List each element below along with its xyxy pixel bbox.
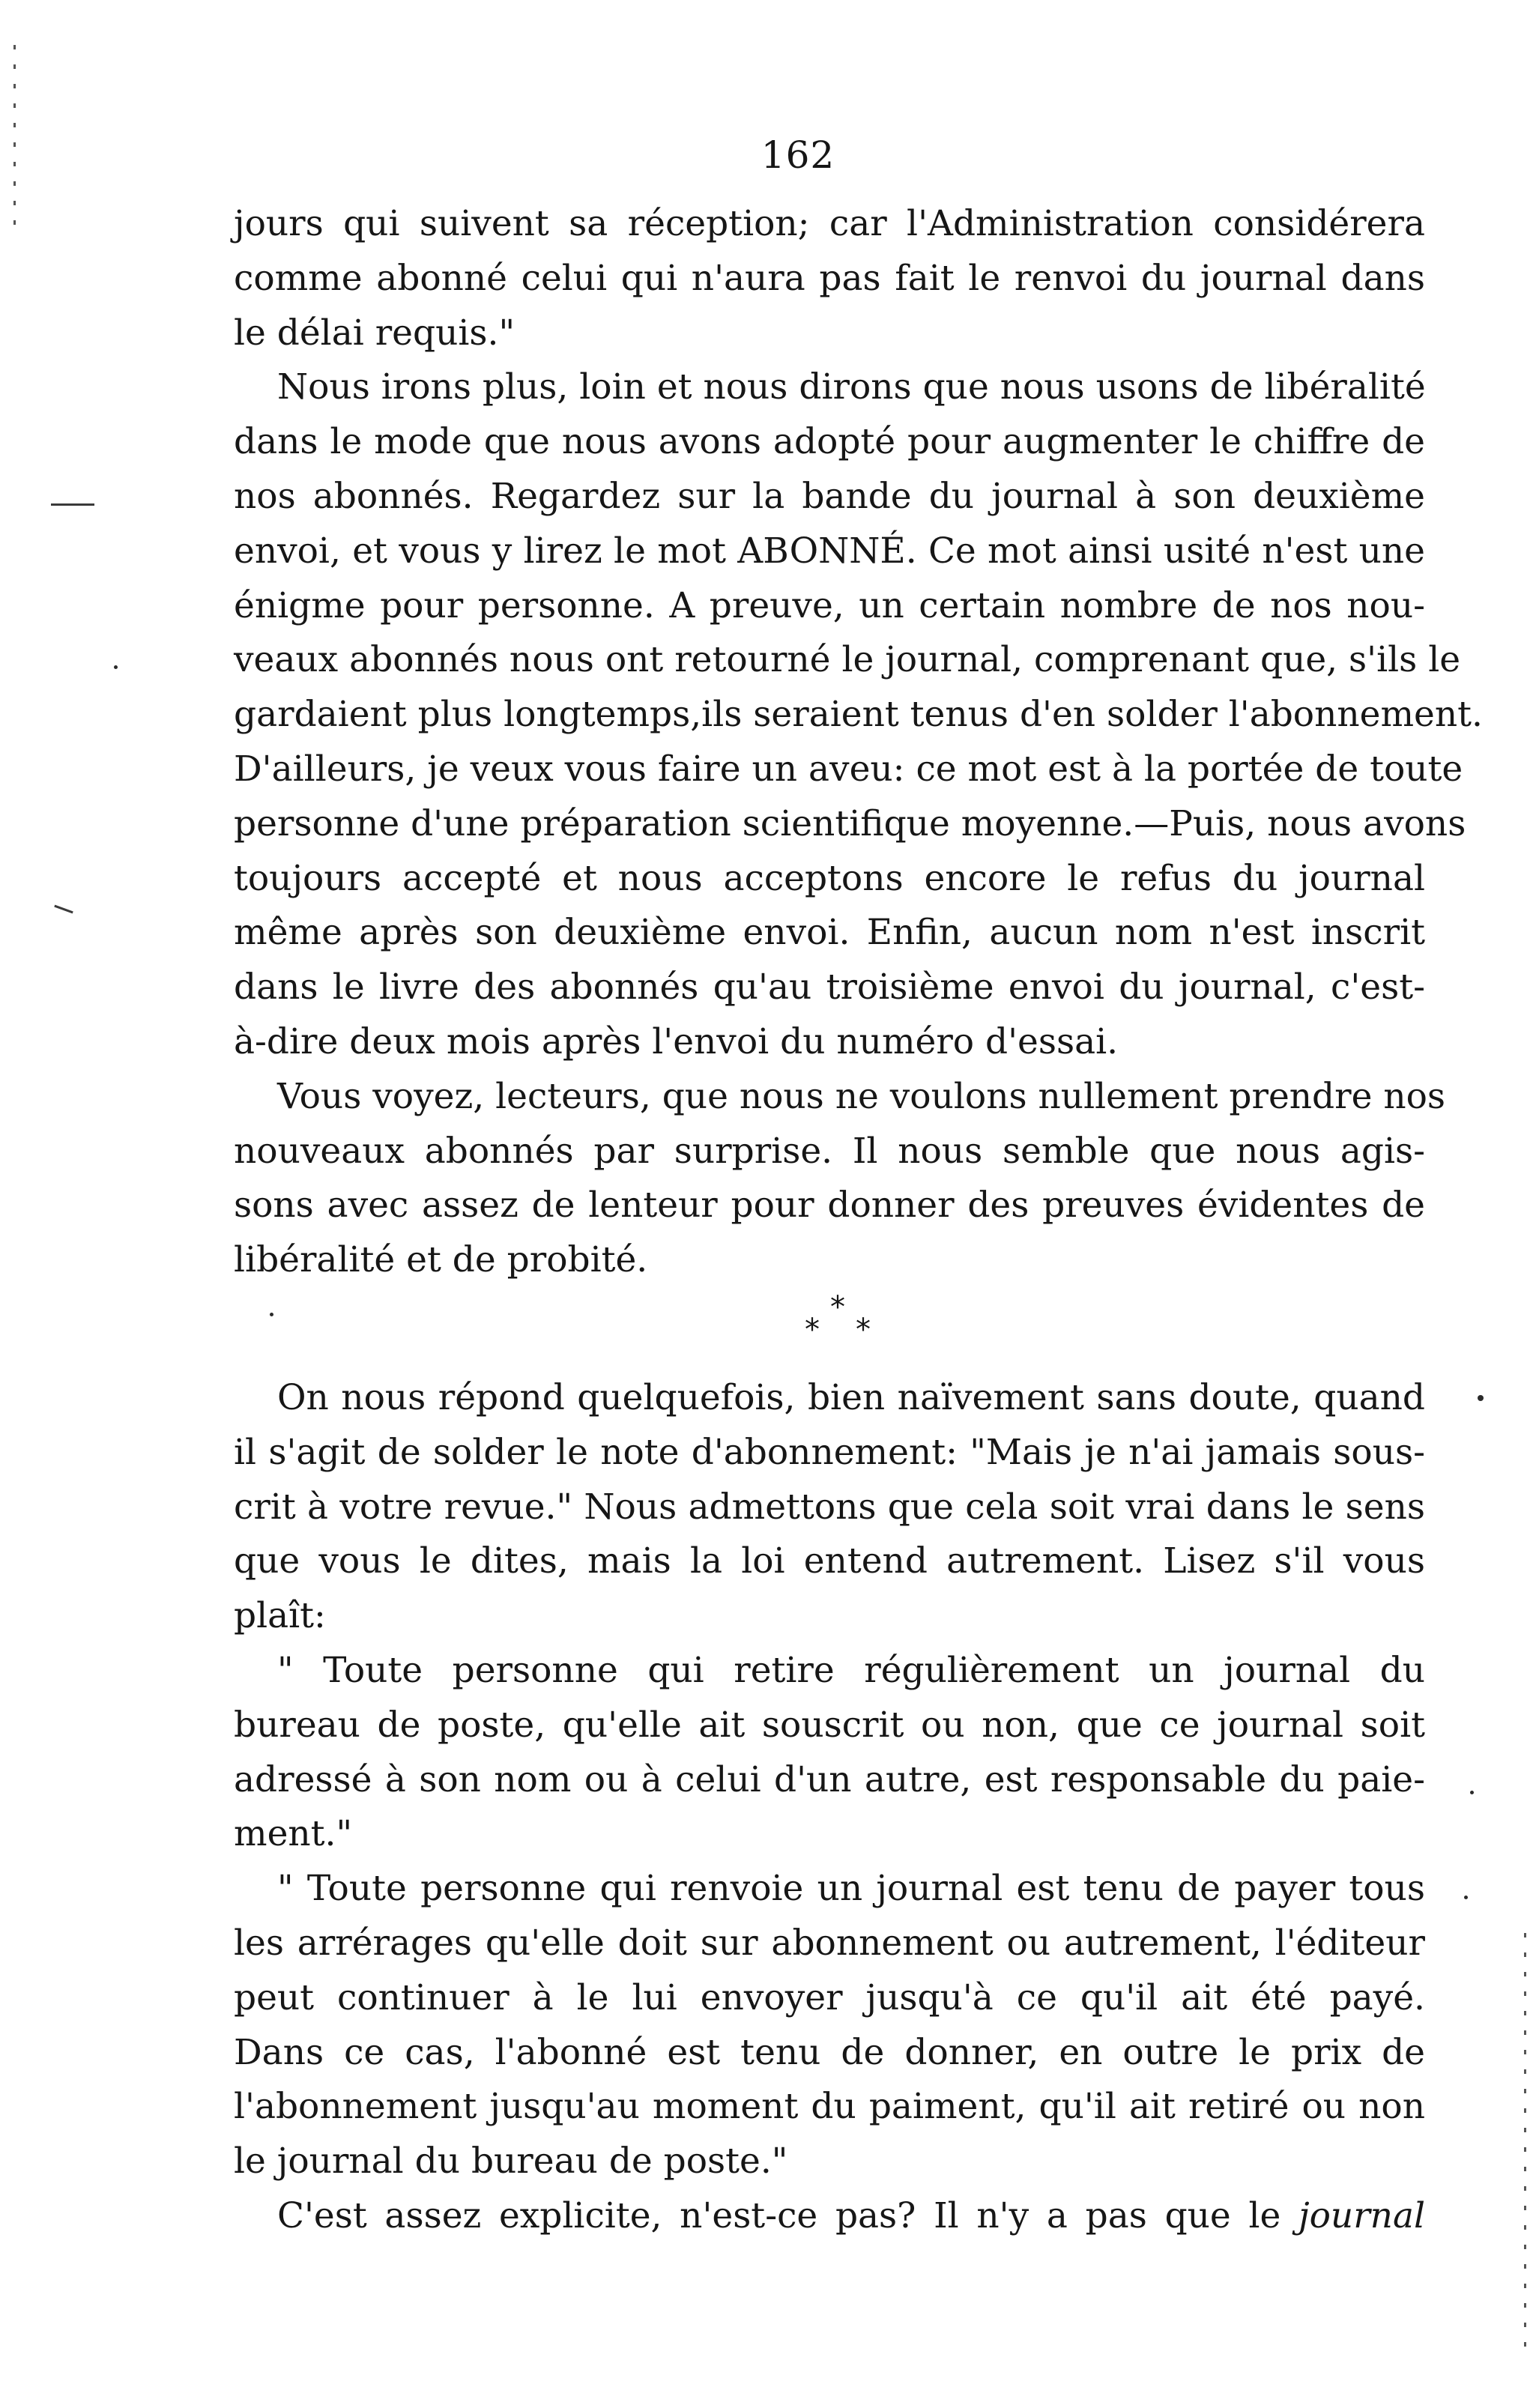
text-line: il s'agit de solder le note d'abonnement: "Mais je n'ai jamais sous-	[234, 1431, 1425, 1473]
body-text-bottom	[234, 1371, 1425, 2244]
text-line: nos abonnés. Regardez sur la bande du journal à son deuxième	[234, 475, 1425, 517]
quote-paragraph	[234, 1862, 1425, 2189]
speck	[114, 665, 118, 669]
left-edge-dots	[13, 45, 16, 240]
text-line: nouveaux abonnés par surprise. Il nous semble que nous agis-	[234, 1130, 1425, 1172]
text-line: Dans ce cas, l'abonné est tenu de donner, en outre le prix de	[234, 2031, 1425, 2073]
text-line: toujours accepté et nous acceptons encore le refus du journal	[234, 857, 1425, 899]
paragraph	[234, 2189, 1425, 2244]
margin-mark	[54, 905, 73, 914]
text-line: même après son deuxième envoi. Enfin, aucun nom n'est inscrit	[234, 912, 1425, 954]
text-line: sons avec assez de lenteur pour donner des preuves évidentes de	[234, 1185, 1425, 1226]
italic-word: journal	[1298, 2194, 1425, 2236]
text-line	[234, 2189, 1425, 2244]
text-line: envoi, et vous y lirez le mot ABONNÉ. Ce mot ainsi usité n'est une	[234, 530, 1425, 572]
text-line: " Toute personne qui renvoie un journal est tenu de payer tous	[277, 1868, 1425, 1910]
speck	[1464, 1896, 1468, 1899]
text-line: plaît:	[234, 1595, 326, 1637]
paragraph	[234, 360, 1483, 1069]
text-line: veaux abonnés nous ont retourné le journal, comprenant que, s'ils le	[234, 639, 1461, 681]
text-line: On nous répond quelquefois, bien naïvement sans doute, quand	[277, 1377, 1425, 1418]
asterisk-glyph: *	[830, 1290, 845, 1325]
text-line: gardaient plus longtemps,ils seraient tenus d'en solder l'abonnement.	[234, 694, 1483, 736]
text-line: énigme pour personne. A preuve, un certain nombre de nos nou-	[234, 584, 1425, 626]
text-line: que vous le dites, mais la loi entend autrement. Lisez s'il vous	[234, 1540, 1425, 1582]
line-text: C'est assez explicite, n'est-ce pas? Il n'y a pas que le	[277, 2194, 1299, 2236]
text-line: bureau de poste, qu'elle ait souscrit ou non, que ce journal soit	[234, 1704, 1425, 1746]
speck	[1478, 1395, 1484, 1401]
text-line: les arrérages qu'elle doit sur abonnement ou autrement, l'éditeur	[234, 1922, 1425, 1964]
text-line: Vous voyez, lecteurs, que nous ne voulons nullement prendre nos	[277, 1075, 1446, 1117]
text-line: D'ailleurs, je veux vous faire un aveu: ce mot est à la portée de toute	[234, 748, 1463, 790]
text-line: " Toute personne qui retire régulièrement un journal du	[277, 1649, 1425, 1691]
text-line: ment."	[234, 1813, 353, 1855]
text-line: adressé à son nom ou à celui d'un autre, est responsable du paie-	[234, 1758, 1425, 1800]
text-line: peut continuer à le lui envoyer jusqu'à ce qu'il ait été payé.	[234, 1976, 1425, 2018]
right-edge-dots	[1524, 1933, 1526, 2353]
text-line: l'abonnement jusqu'au moment du paiment, qu'il ait retiré ou non	[234, 2086, 1425, 2128]
page-number: 162	[761, 133, 835, 177]
paragraph	[234, 1070, 1446, 1288]
text-line: dans le livre des abonnés qu'au troisième envoi du journal, c'est-	[234, 966, 1425, 1008]
text-line: le délai requis."	[234, 312, 515, 354]
text-line: dans le mode que nous avons adopté pour augmenter le chiffre de	[234, 421, 1425, 463]
quote-paragraph	[234, 1644, 1425, 1862]
asterisk-glyph: *	[856, 1313, 871, 1347]
text-line: libéralité et de probité.	[234, 1239, 648, 1281]
paragraph	[234, 197, 1425, 360]
text-line: le journal du bureau de poste."	[234, 2141, 788, 2182]
text-line: comme abonné celui qui n'aura pas fait le renvoi du journal dans	[234, 257, 1425, 299]
section-separator-asterism	[794, 1292, 877, 1345]
speck	[270, 1313, 273, 1316]
text-line: personne d'une préparation scientifique moyenne.—Puis, nous avons	[234, 802, 1466, 844]
body-text-top	[234, 197, 1483, 1288]
asterisk-glyph: *	[805, 1313, 820, 1347]
text-line: crit à votre revue." Nous admettons que cela soit vrai dans le sens	[234, 1486, 1425, 1528]
text-line: à-dire deux mois après l'envoi du numéro d'essai.	[234, 1020, 1119, 1062]
text-line: Nous irons plus, loin et nous dirons que nous usons de libéralité	[277, 366, 1426, 408]
speck	[1470, 1791, 1474, 1794]
text-line: jours qui suivent sa réception; car l'Administration considérera	[234, 203, 1425, 244]
paragraph	[234, 1371, 1425, 1644]
margin-mark	[51, 503, 94, 506]
